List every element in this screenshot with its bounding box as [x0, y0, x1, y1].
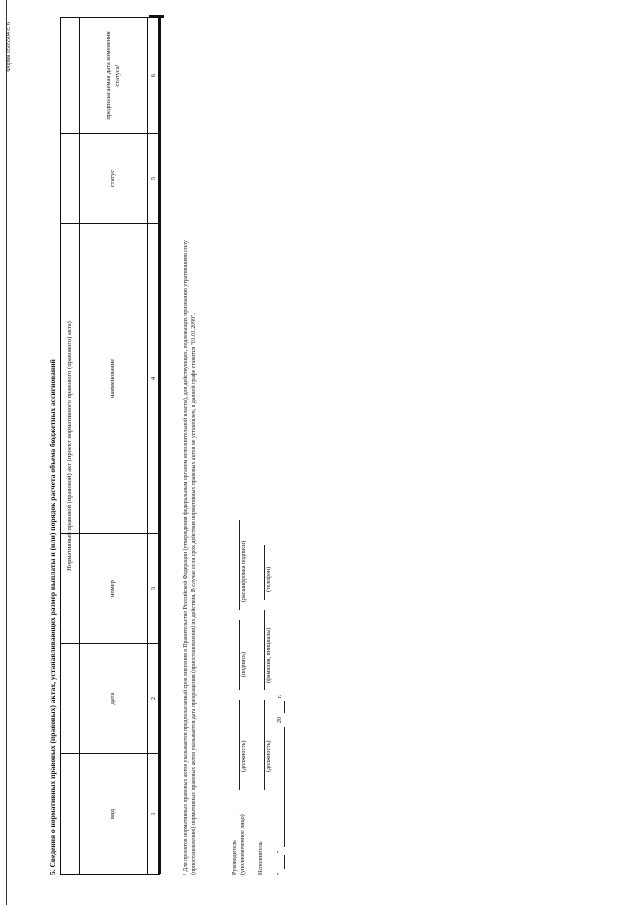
executor-fio-line	[264, 610, 265, 690]
head-decoding-caption: (расшифровка подписи)	[241, 540, 247, 602]
column-number: 1	[149, 812, 157, 816]
head-position-line	[239, 700, 240, 790]
date-year-prefix: 20	[277, 717, 283, 723]
column-number: 4	[149, 376, 157, 381]
column-header-date: дата	[109, 692, 117, 705]
executor-phone-caption: (телефон)	[266, 566, 272, 592]
executor-position-line	[264, 700, 265, 790]
executor-fio-caption: (фамилия, инициалы)	[266, 627, 272, 683]
footnote-line: ¹ Для проектов нормативных правовых актов указывается предполагаемый срок внесения в Правительство Российской Федерации (утверждения федеральным органом исполнительной власти), для действующих, подлежащих признанию утратившими силу	[183, 240, 189, 875]
date-quote-close: "	[277, 850, 283, 853]
date-year-line	[284, 701, 285, 713]
column-number: 5	[149, 176, 157, 181]
date-month-line	[284, 727, 285, 847]
table-right-rule	[149, 15, 164, 18]
head-signature-line	[239, 620, 240, 690]
date-suffix: г.	[277, 694, 283, 698]
head-label: Руководитель	[232, 840, 238, 875]
table-group-header: Нормативный правовой (правовой) акт (проект нормативного правового (правового) акта)	[65, 321, 73, 571]
executor-label: Исполнитель	[258, 841, 264, 875]
date-quote-open: "	[277, 872, 283, 875]
footnote	[183, 135, 199, 875]
table-bottom-rule	[158, 18, 161, 874]
footnote-line: (приостановлению) нормативных правовых актов указывается дата прекращения (приостановления) их действия. В случае если срок действия нормативных правовых актов не установлен, в данной графе ставится "01.01.2099".	[190, 313, 197, 875]
column-header-number: номер	[109, 580, 117, 597]
section-title: 5. Сведения о нормативных правовых (правовых) актах, устанавливающих размер выплаты и (или) порядок расчета объема бюджетных ассигнований	[48, 359, 57, 875]
npa-table	[60, 17, 160, 875]
column-number: 2	[149, 696, 157, 701]
column-header-status: статус	[109, 169, 117, 188]
head-position-caption: (должность)	[241, 740, 247, 772]
column-header-type: вид	[109, 809, 117, 819]
form-number: Форма 0505504 с. 6	[6, 22, 12, 72]
executor-phone-line	[264, 545, 265, 600]
column-header-name: наименование	[109, 358, 117, 399]
date-day-line	[284, 855, 285, 869]
executor-position-caption: (должность)	[266, 740, 272, 772]
column-number: 3	[149, 586, 157, 591]
column-number: 6	[149, 73, 157, 78]
head-decoding-line	[239, 520, 240, 610]
column-header-status-change-date: предполагаемая дата изменения статуса¹	[105, 31, 121, 120]
head-signature-caption: (подпись)	[241, 652, 247, 677]
head-sublabel: (уполномоченное лицо)	[240, 814, 246, 875]
